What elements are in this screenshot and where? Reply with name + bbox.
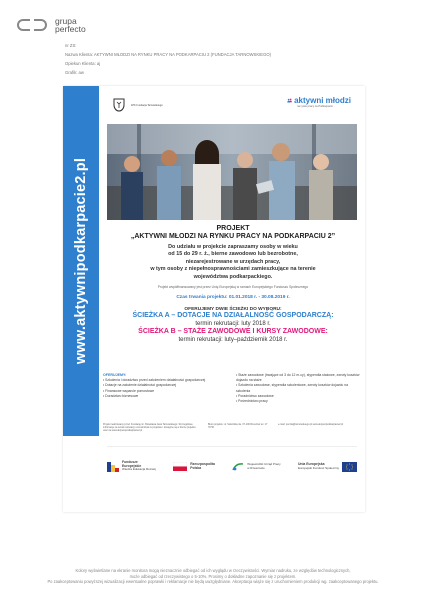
disclaimer-line: Po zaakceptowaniu powyższej wizualizacji ewentualne poprawki i reklamacje nie będą uwzględniane. Akceptacja wiąże się z uruchomieniem produkcji wg. zaakceptowanego projektu. [47, 579, 379, 584]
project-logo-title: aktywni młodzi [294, 96, 351, 105]
print-disclaimer [0, 568, 426, 585]
meta-designer: Grafik: aw [65, 70, 84, 75]
people-icon [287, 96, 292, 105]
funder-ue [298, 462, 357, 472]
contact-info-2: Biuro projektu: ul. Sokolnika 4a, 37-100 Rzeszów tel. 17 78 50 [208, 423, 268, 430]
fe-name-1: Fundusze [122, 460, 138, 465]
polish-flag-icon [173, 462, 187, 471]
description-line: niezarejestrowane w urzędach pracy, [185, 258, 281, 265]
rp-name-1: Rzeczpospolita [190, 461, 215, 466]
side-url: www.aktywnipodkarpacie2.pl [73, 157, 89, 365]
list-item: • Dotacje na założenie działalności gospodarczej [103, 383, 177, 388]
agency-name-line2: perfecto [55, 24, 86, 34]
meta-order-number: nr ZS: [65, 43, 77, 48]
foundation-logo [113, 98, 171, 112]
funder-rp [173, 462, 215, 471]
project-title: „AKTYWNI MŁODZI NA RYNKU PRACY NA PODKARPACIU 2” [130, 233, 336, 240]
side-bar [63, 86, 99, 436]
project-label: PROJEKT [216, 225, 250, 232]
project-logo [287, 96, 351, 108]
wup-name-1: Wojewódzki Urząd Pracy [247, 461, 281, 466]
list-item: • Doradztwo biznesowe [103, 393, 139, 398]
agency-logo [16, 17, 86, 33]
project-logo-subtitle: na rynku pracy na Podkarpaciu [297, 105, 333, 108]
ue-name-2: Europejski Fundusz Społeczny [297, 465, 339, 470]
contact-block [103, 423, 361, 433]
offer-lists [103, 373, 361, 404]
meta-client-name: Nazwa Klienta: AKTYWNI MŁODZI NA RYNKU PRACY NA PODKARPACIU 2 (FUNDACJA TARNOWSKIEGO) [65, 52, 272, 57]
funder-fe [107, 461, 156, 472]
fe-logo-icon [107, 462, 119, 472]
list-item: • Poradnictwo zawodowe [236, 393, 274, 398]
disclaimer-line: może odbiegać od rzeczywistego o 5-10%. Prosimy o dokładne zapoznanie się z projektem. [129, 573, 297, 579]
grupa-perfecto-logo-icon [16, 18, 50, 32]
list-item: • Pośrednictwo pracy [236, 399, 268, 404]
foundation-logo-text: ŁPK Fundacja Tarnowskiego [131, 103, 163, 107]
path-a-title: ŚCIEŻKA A – DOTACJE NA DZIAŁALNOŚĆ GOSPODARCZĄ: [132, 312, 334, 320]
project-meta [65, 41, 271, 77]
project-duration: Czas trwania projektu: 01.01.2018 r. - 30.08.2019 r. [176, 295, 290, 301]
agency-name-line1: grupa [55, 16, 77, 26]
offer-heading: OFERUJEMY DWIE ŚCIEŻKI DO WYBORU: [184, 307, 282, 313]
offer-list-heading: OFERUJEMY: [103, 373, 127, 377]
meta-account-manager: Opiekun Klienta: aj [65, 61, 101, 66]
offer-list-a [103, 373, 228, 404]
description-line: w tym osoby z niepełnosprawnościami zamieszkujące na terenie [150, 266, 316, 273]
contact-info-3: e-mail: poczta@tarnowskiego.pl www.aktywnipodkarpacie2.pl [278, 423, 344, 426]
path-b-title: ŚCIEŻKA B – STAŻE ZAWODOWE I KURSY ZAWODOWE: [138, 328, 328, 336]
offer-list-b [236, 373, 361, 404]
crest-icon [113, 98, 125, 112]
fe-program: Wiedza Edukacja Rozwój [122, 467, 156, 472]
main-content [103, 225, 363, 344]
funder-wup [232, 462, 280, 472]
eu-flag-icon [342, 462, 357, 472]
list-item: • Finansowe wsparcie pomostowe [103, 388, 155, 393]
path-b-recruitment: termin rekrutacji: luty–październik 2018 r. [178, 337, 288, 344]
contact-info-1: Projekt realizowany przez Fundację im. Bolesława Jana Tarnowskiego. Szczegółowe informacje na temat rekrutacji, uczestnictwa w projekcie i dostępne są w biurze projektu oraz na www.aktywnipodkarpacie2.pl [103, 423, 196, 433]
funders-bar [107, 446, 357, 486]
description-line: Do udziału w projekcie zapraszamy osoby w wieku [168, 244, 298, 250]
description-line: od 15 do 29 r. ż., bierne zawodowo lub bezrobotne, [168, 251, 298, 258]
group-photo [107, 124, 357, 220]
wup-name-2: w Rzeszowie [247, 465, 265, 470]
path-a-recruitment: termin rekrutacji: luty 2018 r. [195, 321, 271, 328]
poster [63, 86, 365, 512]
list-item: • Szkolenia zawodowe, stypendia szkoleniowe, zwroty kosztów dojazdu na szkolenia [236, 383, 349, 393]
wup-logo-icon [232, 462, 244, 472]
fe-name-2: Europejskie [122, 463, 142, 468]
description-line: województwa podkarpackiego. [193, 273, 273, 280]
funding-note: Projekt współfinansowany jest przez Unię Europejską w ramach Europejskiego Funduszu Społecznego [157, 285, 309, 290]
list-item: • Staże zawodowe (trwające od 3 do 12 m-cy), stypendia stażowe, zwroty kosztów dojazdu na staże [236, 373, 360, 383]
list-item: • Szkolenia i doradztwo przed założeniem działalności gospodarczej [103, 378, 206, 383]
ue-name-1: Unia Europejska [297, 461, 325, 466]
project-description [103, 244, 363, 281]
disclaimer-line: Kolory wyświetlane na ekranie monitora mogą nieznacznie odbiegać od ich wyglądu w rzeczywistości. Wymiar nadruku, ze względów technologicznych, [75, 568, 351, 573]
rp-name-2: Polska [190, 465, 202, 470]
